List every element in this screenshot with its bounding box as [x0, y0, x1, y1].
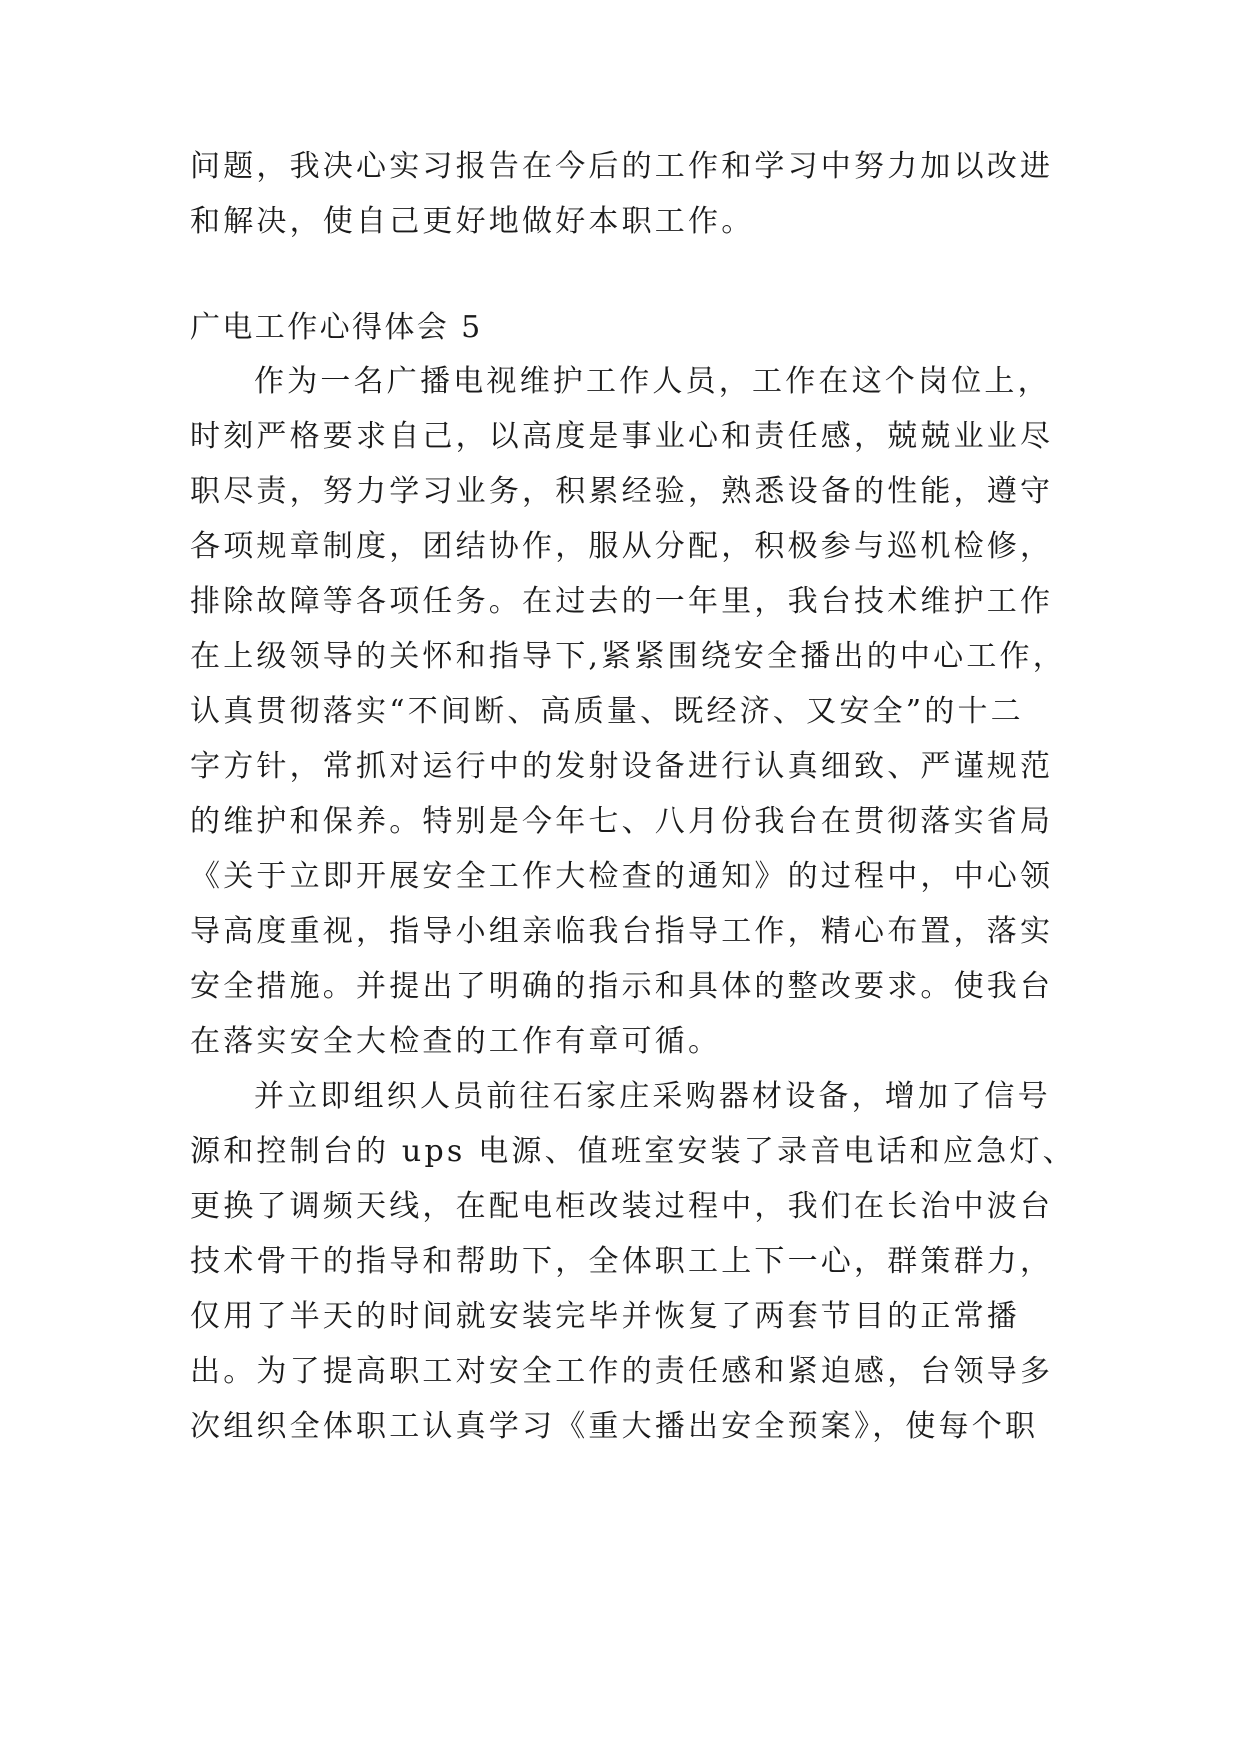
- paragraph-1-line-4: 各项规章制度，团结协作，服从分配，积极参与巡机检修，: [190, 529, 1054, 564]
- paragraph-2-line-3: 更换了调频天线，在配电柜改装过程中，我们在长治中波台: [190, 1189, 1054, 1224]
- paragraph-2-line-6: 出。为了提高职工对安全工作的责任感和紧迫感，台领导多: [190, 1354, 1054, 1389]
- paragraph-1-line-11: 导高度重视，指导小组亲临我台指导工作，精心布置，落实: [190, 914, 1054, 949]
- paragraph-2-line-5: 仅用了半天的时间就安装完毕并恢复了两套节目的正常播: [190, 1299, 1020, 1334]
- paragraph-1-line-13: 在落实安全大检查的工作有章可循。: [190, 1024, 722, 1059]
- paragraph-1-line-12: 安全措施。并提出了明确的指示和具体的整改要求。使我台: [190, 969, 1054, 1004]
- paragraph-2-line-2: 源和控制台的 ups 电源、值班室安装了录音电话和应急灯、: [190, 1134, 1076, 1169]
- paragraph-1-line-1: 作为一名广播电视维护工作人员，工作在这个岗位上，: [254, 364, 1051, 399]
- paragraph-1-line-9: 的维护和保养。特别是今年七、八月份我台在贯彻落实省局: [190, 804, 1054, 839]
- intro-line-1: 问题，我决心实习报告在今后的工作和学习中努力加以改进: [190, 149, 1054, 184]
- paragraph-2-line-1: 并立即组织人员前往石家庄采购器材设备，增加了信号: [254, 1079, 1051, 1114]
- paragraph-2-line-4: 技术骨干的指导和帮助下，全体职工上下一心，群策群力，: [190, 1244, 1054, 1279]
- paragraph-1-line-7: 认真贯彻落实“不间断、高质量、既经济、又安全”的十二: [190, 694, 1024, 729]
- paragraph-1-line-3: 职尽责，努力学习业务，积累经验，熟悉设备的性能，遵守: [190, 474, 1054, 509]
- paragraph-1-line-10: 《关于立即开展安全工作大检查的通知》的过程中，中心领: [190, 859, 1054, 894]
- section-heading: 广电工作心得体会 5: [190, 310, 483, 345]
- paragraph-1-line-8: 字方针，常抓对运行中的发射设备进行认真细致、严谨规范: [190, 749, 1054, 784]
- paragraph-1-line-6: 在上级领导的关怀和指导下,紧紧围绕安全播出的中心工作，: [190, 639, 1066, 674]
- paragraph-1-line-2: 时刻严格要求自己，以高度是事业心和责任感，兢兢业业尽: [190, 419, 1054, 454]
- paragraph-2-line-7: 次组织全体职工认真学习《重大播出安全预案》，使每个职: [190, 1409, 1039, 1444]
- paragraph-1-line-5: 排除故障等各项任务。在过去的一年里，我台技术维护工作: [190, 584, 1054, 619]
- intro-line-2: 和解决，使自己更好地做好本职工作。: [190, 204, 755, 239]
